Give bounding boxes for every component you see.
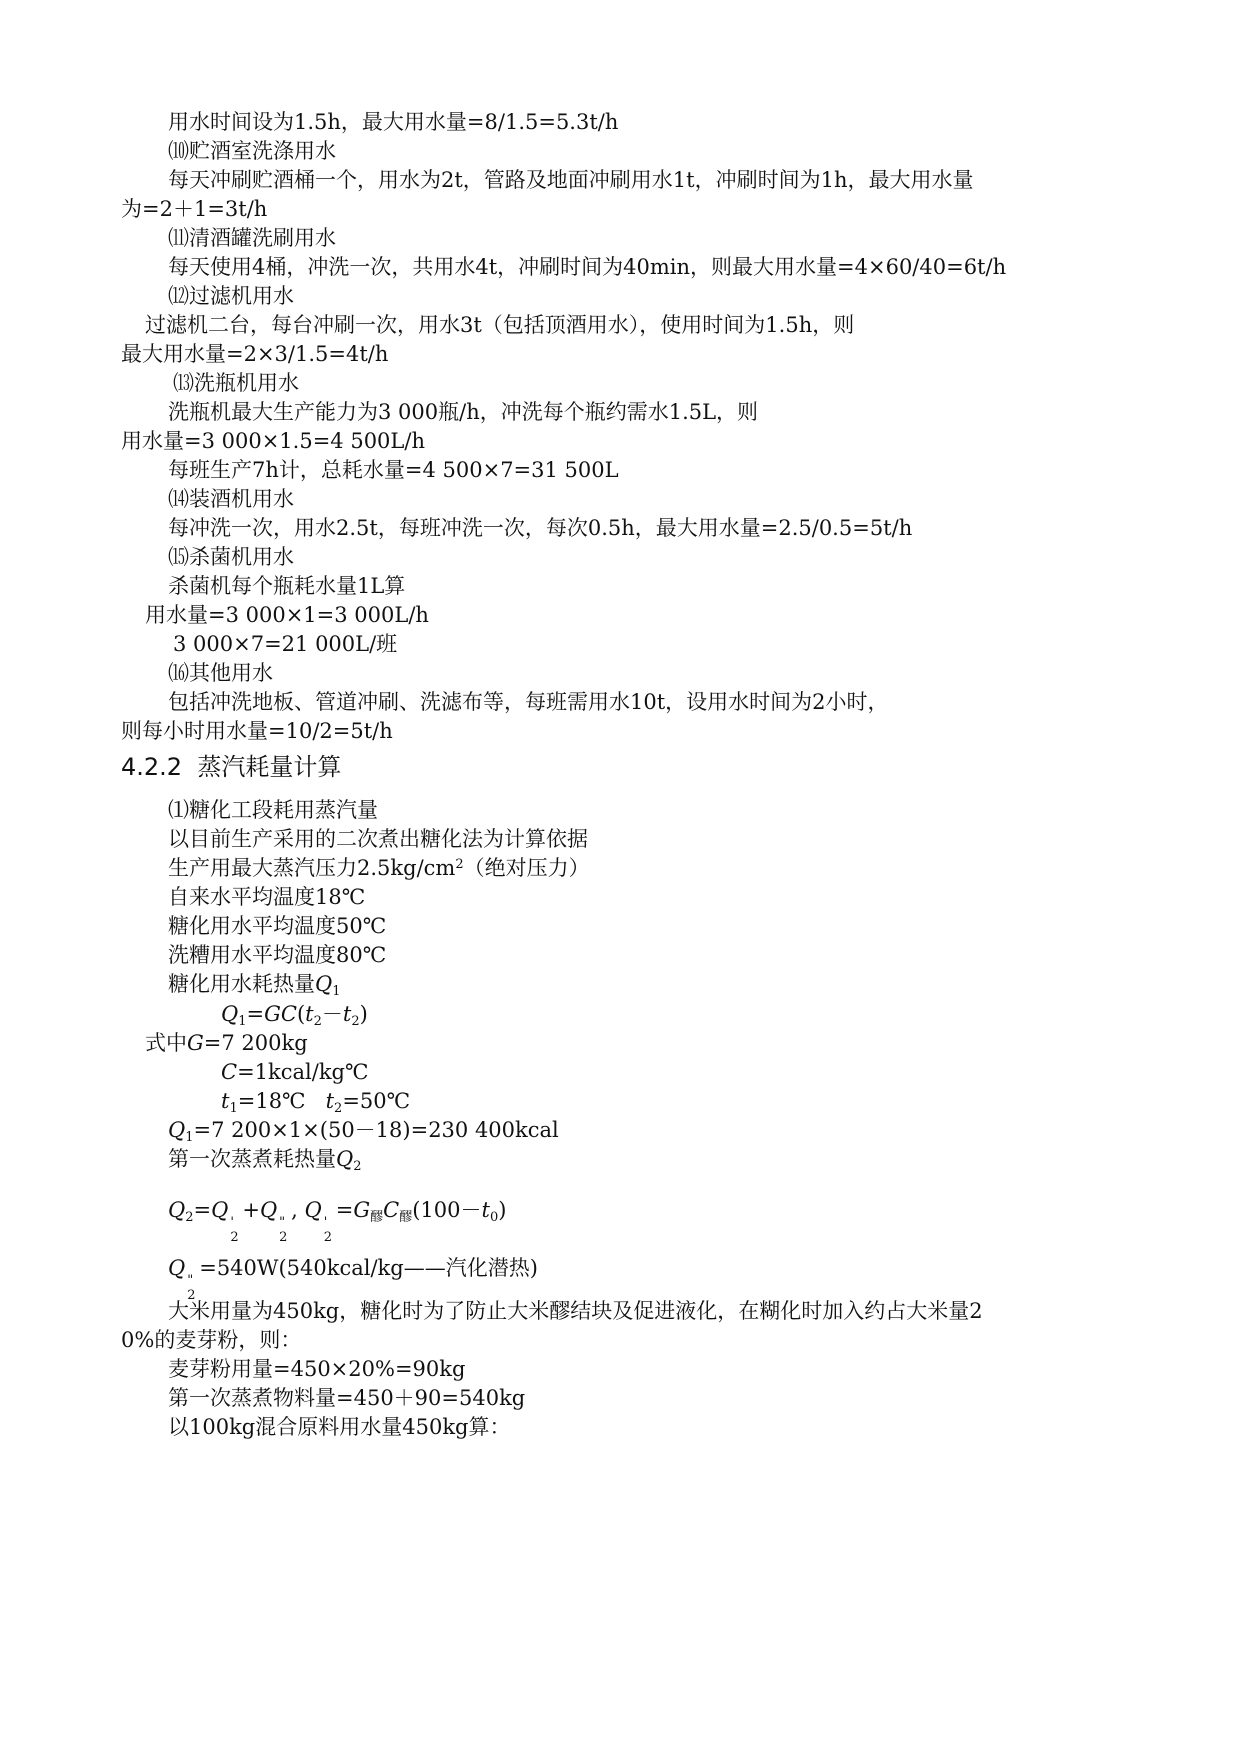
text-line: 第一次蒸煮耗热量$Q_2$ <box>168 1147 362 1174</box>
text-line: 糖化用水耗热量$Q_1$ <box>168 972 341 999</box>
subsection-label: ⑿过滤机用水 <box>168 284 294 308</box>
text-line: 为=2＋1=3t/h <box>121 197 268 221</box>
formula-latent-heat: Q " 2 =540W(540kcal/kg——汽化潜热) <box>168 1256 538 1303</box>
text-line: 自来水平均温度18℃ <box>168 885 366 909</box>
subsection-label: ⒃其他用水 <box>168 661 273 685</box>
text-line: 式中G=7 200kg <box>145 1031 308 1055</box>
text-line: 用水时间设为1.5h，最大用水量=8/1.5=5.3t/h <box>168 110 619 134</box>
text-line: 每班生产7h计，总耗水量=4 500×7=31 500L <box>168 458 619 482</box>
formula-t: $t_1=18℃$ $t_2=50℃$ <box>221 1089 411 1116</box>
formula-q2: $Q_2=Q$ ' 2 +Q " 2 , Q ' 2 $=G_醪C_醪(100-t_0)$ <box>168 1198 507 1245</box>
text-line: 糖化用水平均温度50℃ <box>168 914 387 938</box>
text-line: 用水量=3 000×1=3 000L/h <box>145 603 429 627</box>
text-line: 第一次蒸煮物料量=450＋90=540kg <box>168 1386 526 1410</box>
text-line: 每天冲刷贮酒桶一个，用水为2t，管路及地面冲刷用水1t，冲刷时间为1h，最大用水量 <box>168 168 974 192</box>
section-heading: 4.2.2 蒸汽耗量计算 <box>121 753 342 781</box>
text-line: 3 000×7=21 000L/班 <box>173 632 398 656</box>
text-line: 过滤机二台，每台冲刷一次，用水3t（包括顶酒用水），使用时间为1.5h，则 <box>145 313 855 337</box>
formula-q1: $Q_1=GC(t_2-t_2)$ <box>221 1002 368 1029</box>
text-line: 包括冲洗地板、管道冲刷、洗滤布等，每班需用水10t，设用水时间为2小时， <box>168 690 889 714</box>
subsection-label: ⒁装酒机用水 <box>168 487 294 511</box>
text-line: 洗瓶机最大生产能力为3 000瓶/h，冲洗每个瓶约需水1.5L，则 <box>168 400 759 424</box>
subsection-label: ⑴糖化工段耗用蒸汽量 <box>168 798 378 822</box>
subsection-label: ⒀洗瓶机用水 <box>173 371 299 395</box>
formula-q1-calc: $Q_1=7$ 200×1×(50－18)=230 400kcal <box>168 1118 559 1145</box>
text-line: 麦芽粉用量=450×20%=90kg <box>168 1357 466 1381</box>
paragraph-line: 0%的麦芽粉，则： <box>121 1328 302 1352</box>
text-line: 生产用最大蒸汽压力$2.5kg/cm^2$（绝对压力） <box>168 856 590 880</box>
text-line: 则每小时用水量=10/2=5t/h <box>121 719 393 743</box>
text-line: 最大用水量=2×3/1.5=4t/h <box>121 342 389 366</box>
text-line: 用水量=3 000×1.5=4 500L/h <box>121 429 425 453</box>
text-line: 每天使用4桶，冲洗一次，共用水4t，冲刷时间为40min，则最大用水量=4×60/40=6t/h <box>168 255 1007 279</box>
subsection-label: ⑾清酒罐洗刷用水 <box>168 226 336 250</box>
text-line: 以100kg混合原料用水量450kg算： <box>168 1415 511 1439</box>
text-line: 洗糟用水平均温度80℃ <box>168 943 387 967</box>
paragraph-line: 大米用量为450kg，糖化时为了防止大米醪结块及促进液化，在糊化时加入约占大米量2 <box>168 1299 983 1323</box>
subsection-label: ⑽贮酒室洗涤用水 <box>168 139 336 163</box>
subsection-label: ⒂杀菌机用水 <box>168 545 294 569</box>
text-line: 以目前生产采用的二次煮出糖化法为计算依据 <box>168 827 588 851</box>
formula-c: C=1kcal/kg℃ <box>221 1060 369 1084</box>
text-line: 每冲洗一次，用水2.5t，每班冲洗一次，每次0.5h，最大用水量=2.5/0.5=5t/h <box>168 516 913 540</box>
text-line: 杀菌机每个瓶耗水量1L算 <box>168 574 406 598</box>
